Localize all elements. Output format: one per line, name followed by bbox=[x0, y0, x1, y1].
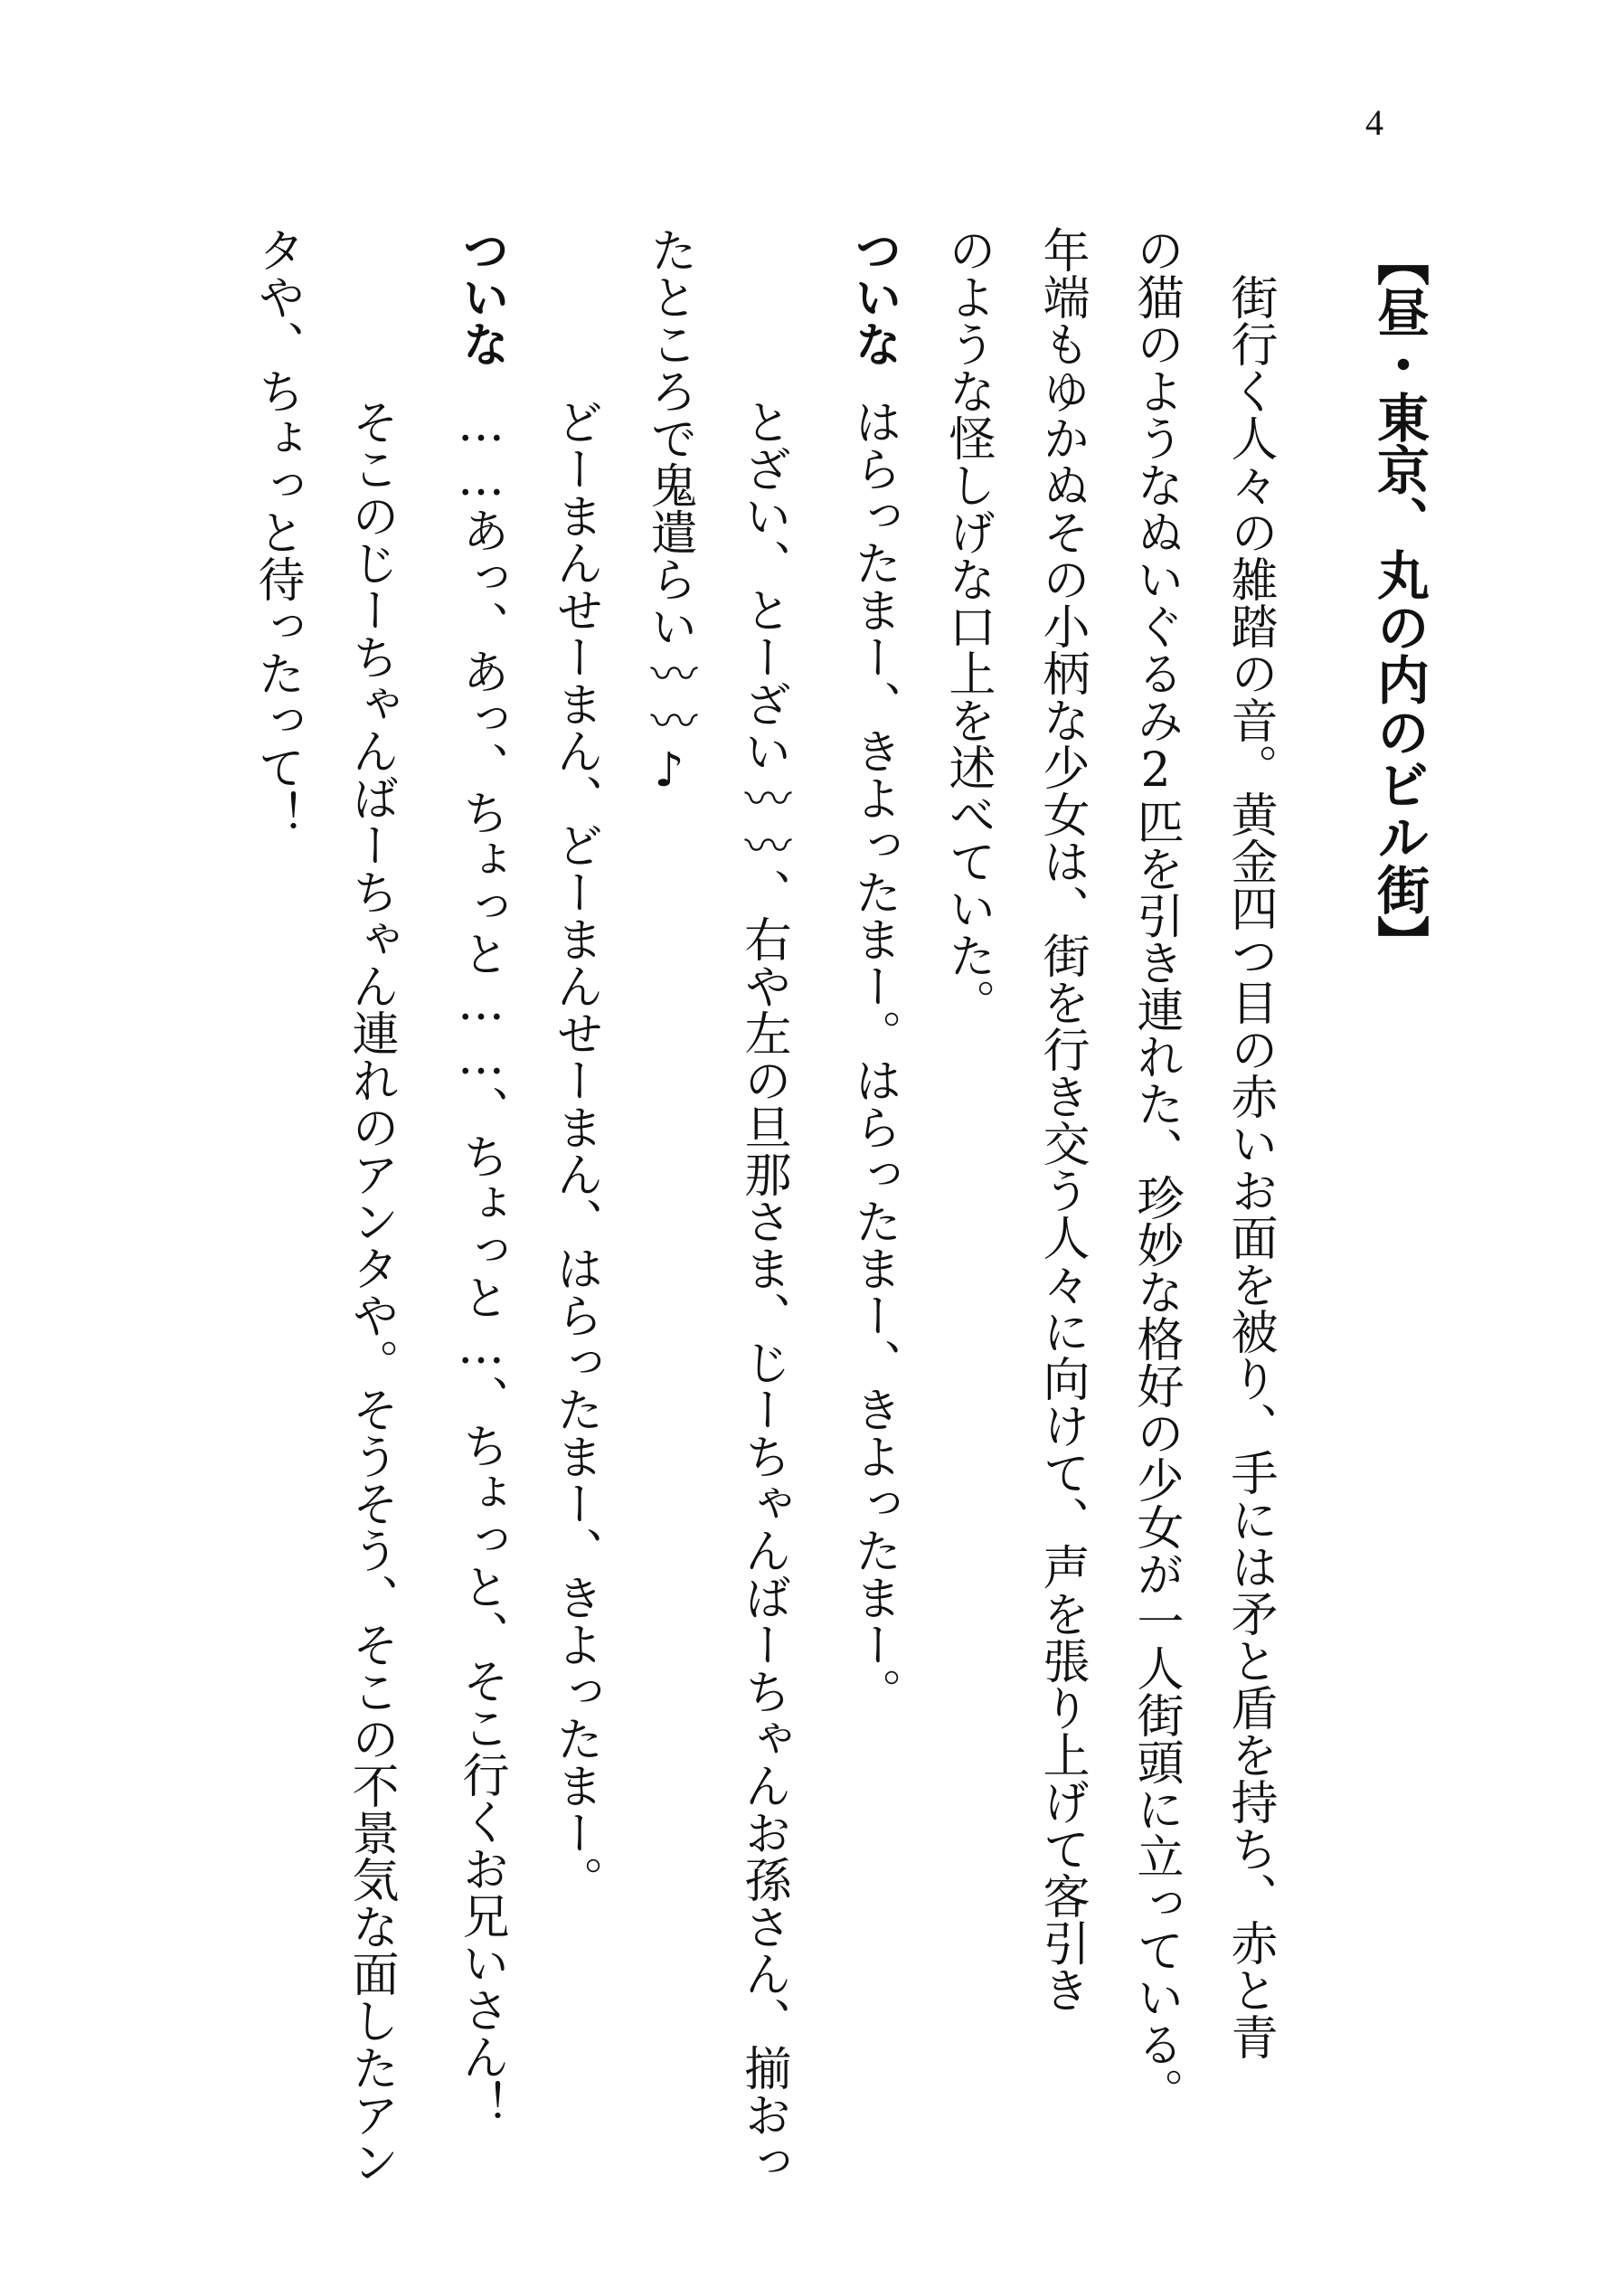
dialogue-line: たところで鬼遣らい〰〰♪ bbox=[642, 226, 696, 798]
dialogue-line: タや、ちょっと待ったって！ bbox=[250, 226, 304, 837]
narration-line: のような怪しげな口上を述べていた。 bbox=[940, 226, 995, 1026]
dialogue-text: ……あっ、あっ、ちょっと……、ちょっと…、ちょっと、そこ行くお兄いさん！ bbox=[454, 398, 508, 2127]
dialogue-line: どーまんせーまん、どーまんせーまん、はらったまー、きよったまー。 bbox=[548, 398, 602, 1903]
dialogue-line bbox=[846, 226, 901, 2170]
script-body bbox=[206, 226, 1430, 2185]
dialogue-text: はらったまー、きよったまー。はらったまー、きよったまー。 bbox=[846, 398, 901, 1715]
scene-heading: 【昼・東京、丸の内のビル街】 bbox=[1368, 233, 1430, 968]
narration-line: の猫のようなぬいぐるみ2匹を引き連れた、珍妙な格好の少女が一人街頭に立っている。 bbox=[1128, 226, 1183, 2114]
narration-line: 年端もゆかぬその小柄な少女は、街を行き交う人々に向けて、声を張り上げて客引き bbox=[1034, 226, 1089, 2013]
dialogue-line: とざい、とーざい〰〰、右や左の旦那さま、じーちゃんばーちゃんお孫さん、揃おっ bbox=[736, 398, 790, 2185]
speaker-name: ついな bbox=[454, 226, 508, 367]
dialogue-line: そこのじーちゃんばーちゃん連れのアンタや。そうそう、そこの不景気な面したアン bbox=[344, 398, 398, 2185]
dialogue-line bbox=[454, 226, 508, 2170]
narration-line: 街行く人々の雑踏の音。黄金四つ目の赤いお面を被り、手には矛と盾を持ち、赤と青 bbox=[1223, 273, 1277, 2060]
speaker-name: ついな bbox=[846, 226, 901, 367]
page-number: 4 bbox=[1365, 102, 1383, 143]
